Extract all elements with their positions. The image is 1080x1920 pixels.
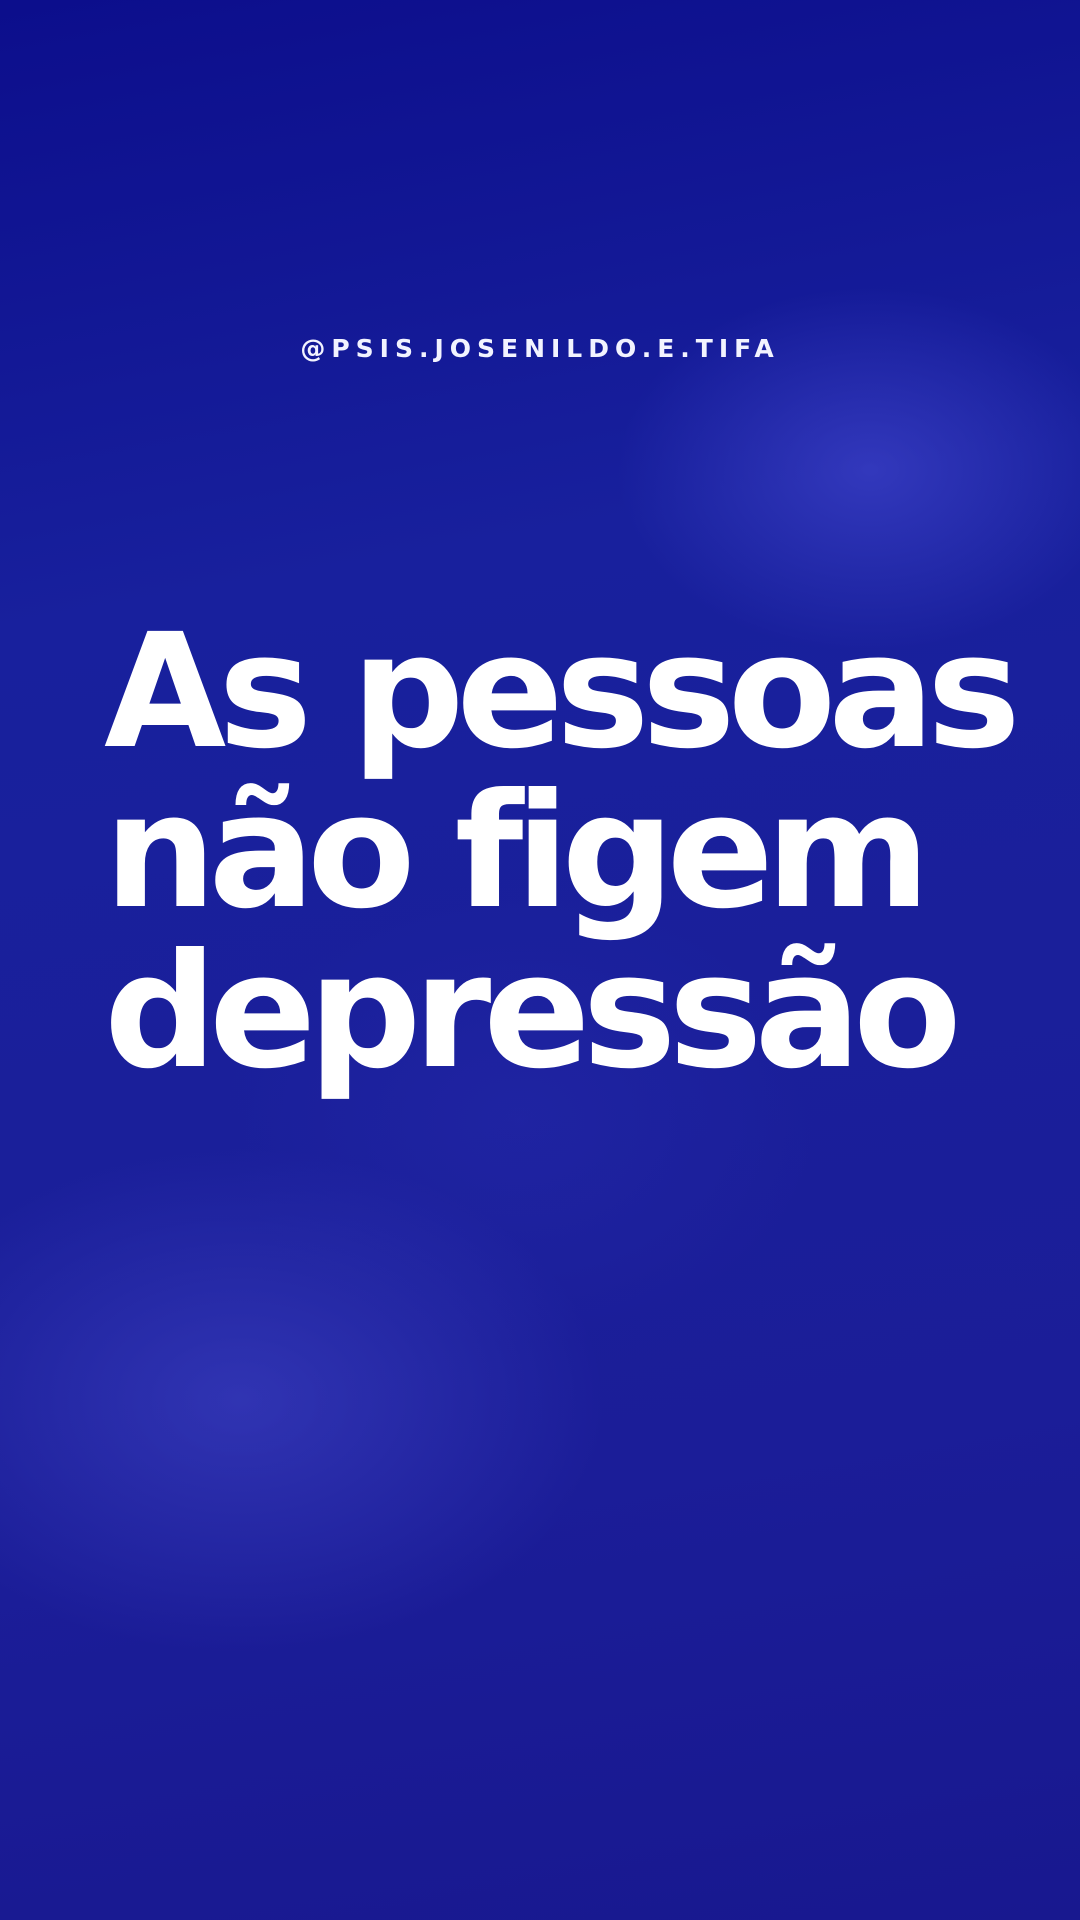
headline-line-3: depressão <box>104 920 954 1104</box>
account-handle: @PSIS.JOSENILDO.E.TIFA <box>300 334 780 363</box>
headline-line-2: não figem <box>104 760 923 944</box>
headline <box>104 600 1064 1104</box>
headline-line-1: As pessoas <box>104 600 1013 784</box>
